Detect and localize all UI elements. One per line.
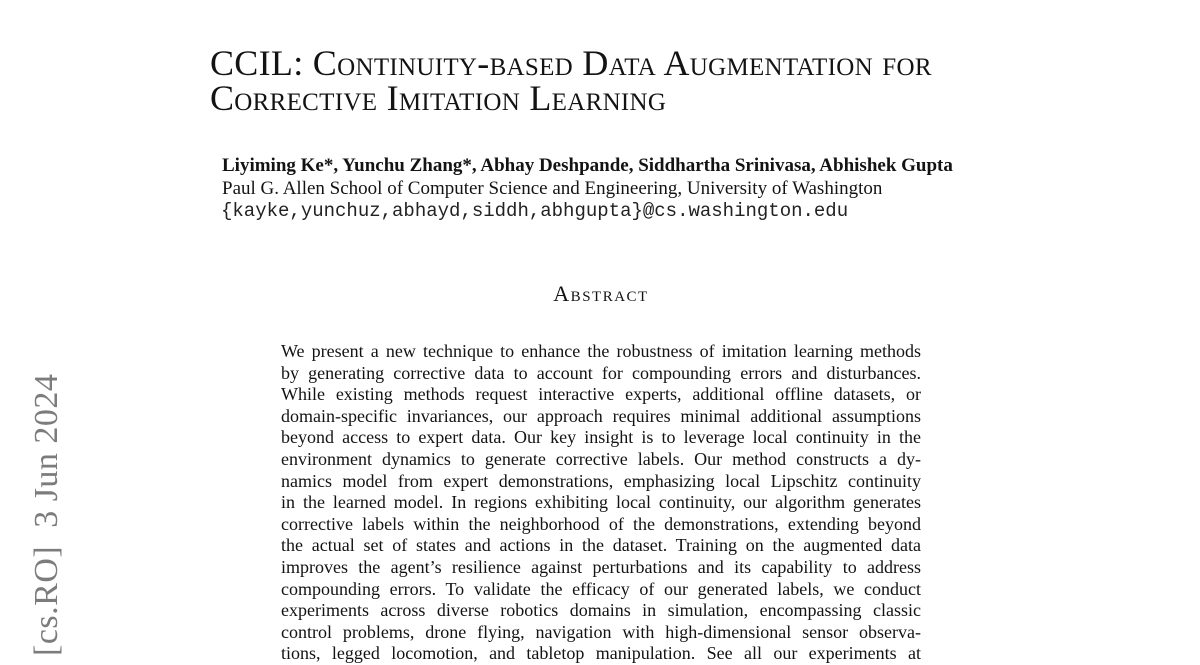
paper-title bbox=[210, 43, 932, 118]
abstract-line: in the learned model. In regions exhibiting local continuity, our algorithm generates bbox=[281, 492, 921, 513]
abstract-line: corrective labels within the neighborhood of the demonstrations, extending beyond bbox=[281, 513, 921, 534]
abstract-line: compounding errors. To validate the efficacy of our generated labels, we conduct bbox=[281, 578, 921, 599]
abstract-line: tions, legged locomotion, and tabletop manipulation. See all our experiments at bbox=[281, 643, 921, 664]
abstract-body bbox=[281, 341, 921, 665]
abstract-line: the actual set of states and actions in the dataset. Training on the augmented data bbox=[281, 535, 921, 556]
abstract-line: by generating corrective data to account for compounding errors and disturbances. bbox=[281, 362, 921, 383]
abstract-heading: Abstract bbox=[553, 281, 649, 306]
arxiv-stamp: [cs.RO] 3 Jun 2024 bbox=[28, 373, 65, 656]
abstract-line: improves the agent’s resilience against perturbations and its capability to address bbox=[281, 556, 921, 577]
paper-title-line1: CCIL: Continuity-based Data Augmentation for bbox=[210, 43, 932, 83]
abstract-line: environment dynamics to generate corrective labels. Our method constructs a dy- bbox=[281, 448, 921, 469]
affiliation: Paul G. Allen School of Computer Science and Engineering, University of Washington bbox=[222, 178, 883, 199]
abstract-line: We present a new technique to enhance the robustness of imitation learning methods bbox=[281, 341, 921, 361]
paper-title-line2: Corrective Imitation Learning bbox=[210, 78, 667, 118]
abstract-line: While existing methods request interactive experts, additional offline datasets, or bbox=[281, 384, 921, 405]
abstract-line: control problems, drone flying, navigation with high-dimensional sensor observa- bbox=[281, 621, 921, 642]
author-list: Liyiming Ke*, Yunchu Zhang*, Abhay Deshpande, Siddhartha Srinivasa, Abhishek Gupta bbox=[222, 155, 953, 176]
author-emails: {kayke,yunchuz,abhayd,siddh,abhgupta}@cs.washington.edu bbox=[221, 200, 849, 222]
abstract-line: experiments across diverse robotics domains in simulation, encompassing classic bbox=[281, 600, 921, 621]
abstract-line: namics model from expert demonstrations, emphasizing local Lipschitz continuity bbox=[281, 470, 921, 491]
abstract-line: beyond access to expert data. Our key insight is to leverage local continuity in the bbox=[281, 427, 921, 448]
abstract-line: domain-specific invariances, our approach requires minimal additional assumptions bbox=[281, 405, 921, 426]
